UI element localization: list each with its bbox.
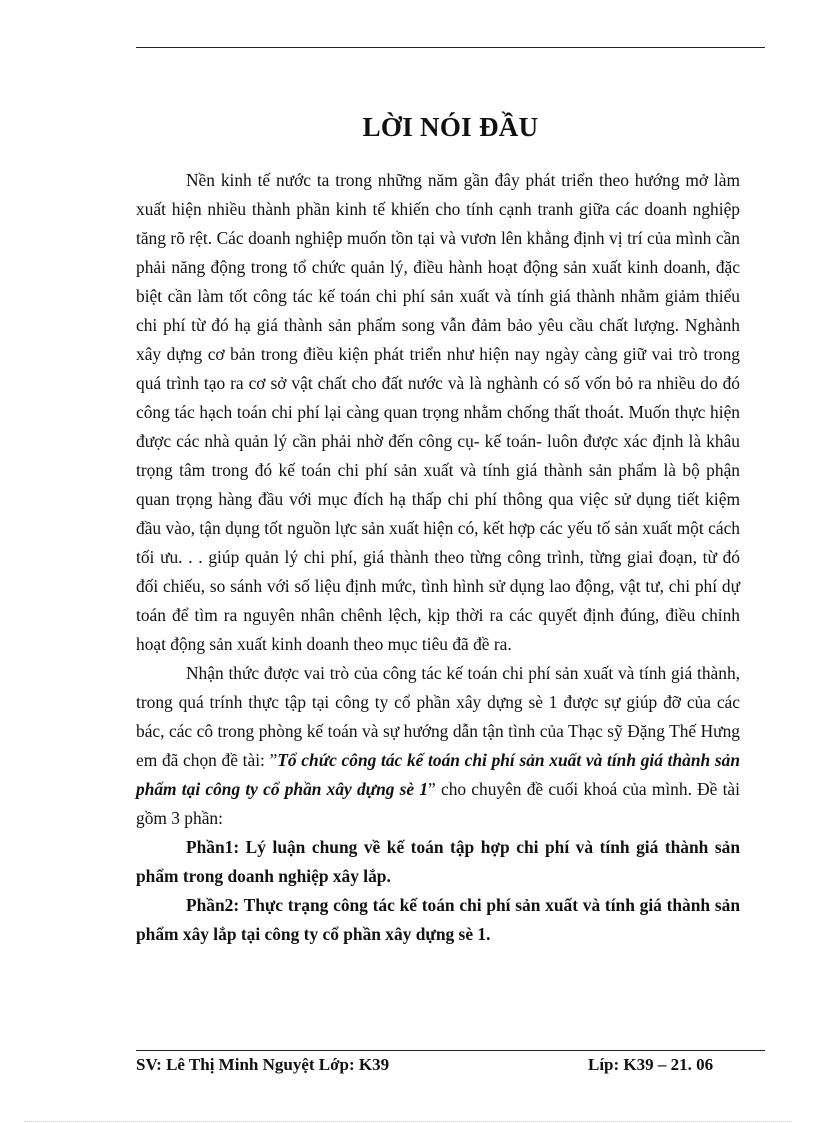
footer-class-code: Líp: K39 – 21. 06 xyxy=(588,1055,714,1074)
page-bottom-edge xyxy=(24,1121,792,1122)
footer-rule xyxy=(136,1050,765,1051)
thesis-title: Tổ chức công tác kế toán chi phí sản xuất và tính giá thành sản phẩm tại công ty cổ phần xây dựng sè 1 xyxy=(136,750,740,799)
paragraph-topic-intro: Nhận thức được vai trò của công tác kế toán chi phí sản xuất và tính giá thành, trong quá trính thực tập tại công ty cổ phần xây dựng sè 1 được sự giúp đỡ của các bác, các cô trong phòng kế toán và sự hướng dẫn tận tình của Thạc sỹ Đặng Thế Hưng em đã chọn đề tài: ” xyxy=(136,663,740,770)
footer-student-info: SV: Lê Thị Minh Nguyệt Lớp: K39 xyxy=(136,1055,390,1074)
paragraph-introduction: Nền kinh tế nước ta trong những năm gần đây phát triển theo hướng mở làm xuất hiện nhiều thành phần kinh tế khiến cho tính cạnh tranh giữa các doanh nghiệp tăng rõ rệt. Các doanh nghiệp muốn tồn tại và vươn lên khẳng định vị trí của mình cần phải năng động trong tổ chức quản lý, điều hành hoạt động sản xuất kinh doanh, đặc biệt cần làm tốt công tác kế toán chi phí sản xuất và tính giá thành nhằm giảm thiểu chi phí từ đó hạ giá thành sản phẩm song vẫn đảm bảo yêu cầu chất lượng. Nghành xây dựng cơ bản trong điều kiện phát triển như hiện nay ngày càng giữ vai trò trong quá trình tạo ra cơ sở vật chất cho đất nước và là nghành có số vốn bỏ ra nhiều do đó công tác hạch toán chi phí lại càng quan trọng nhằm chống thất thoát. Muốn thực hiện được các nhà quản lý cần phải nhờ đến công cụ- kế toán- luôn được xác định là khâu trọng tâm trong đó kế toán chi phí sản xuất và tính giá thành sản phẩm là bộ phận quan trọng hàng đầu với mục đích hạ thấp chi phí thông qua việc sử dụng tiết kiệm đầu vào, tận dụng tốt nguồn lực sản xuất hiện có, kết hợp các yếu tố sản xuất một cách tối ưu. . . giúp quản lý chi phí, giá thành theo từng công trình, từng giai đoạn, từ đó đối chiếu, so sánh với số liệu định mức, tình hình sử dụng lao động, vật tư, chi phí dự toán để tìm ra nguyên nhân chênh lệch, kịp thời ra các quyết định đúng, điều chỉnh hoạt động sản xuất kinh doanh theo mục tiêu đã đề ra. xyxy=(136,170,740,654)
paragraph-topic-outro: ” cho chuyên đề cuối khoá của mình. Đề tài gồm 3 phần: xyxy=(136,779,740,828)
page-title: LỜI NÓI ĐẦU xyxy=(362,112,539,142)
header-rule xyxy=(136,47,765,48)
part-1-heading: Phần1: Lý luận chung về kế toán tập hợp chi phí và tính giá thành sản phẩm trong doanh nghiệp xây lắp. xyxy=(136,837,740,886)
part-2-heading: Phần2: Thực trạng công tác kế toán chi phí sản xuất và tính giá thành sản phẩm xây lắp tại công ty cổ phần xây dựng sè 1. xyxy=(136,895,740,944)
document-body xyxy=(136,166,740,949)
paragraph-topic xyxy=(136,659,740,833)
page-footer xyxy=(136,1055,765,1077)
